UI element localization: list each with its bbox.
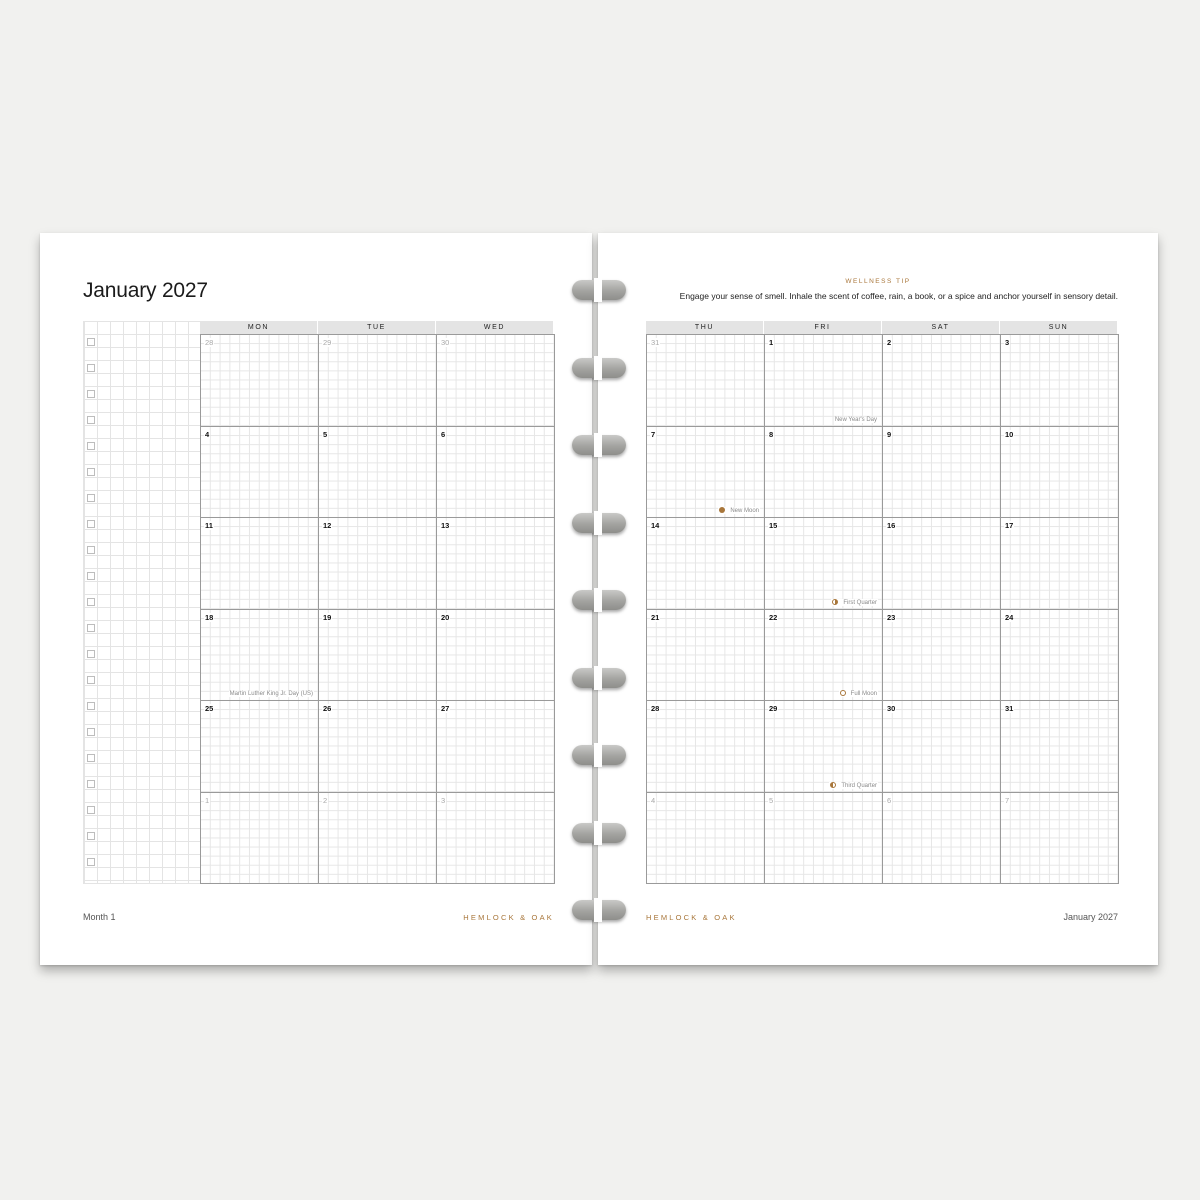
task-checkbox[interactable]	[87, 364, 95, 372]
task-checkbox[interactable]	[87, 468, 95, 476]
day-number: 25	[205, 704, 214, 713]
day-cell[interactable]	[319, 701, 437, 793]
task-checkbox[interactable]	[87, 338, 95, 346]
day-cell[interactable]	[319, 335, 437, 427]
day-number: 26	[323, 704, 332, 713]
calendar-right	[646, 321, 1119, 884]
task-checkbox[interactable]	[87, 624, 95, 632]
task-checkbox[interactable]	[87, 390, 95, 398]
day-cell[interactable]	[883, 335, 1001, 427]
binder-ring	[572, 668, 626, 688]
day-cell[interactable]	[201, 701, 319, 793]
day-cell[interactable]	[437, 610, 555, 702]
day-number: 20	[441, 612, 450, 622]
moon-new-icon	[719, 507, 725, 513]
task-checkbox[interactable]	[87, 546, 95, 554]
day-cell[interactable]	[765, 610, 883, 702]
day-number: 6	[441, 429, 446, 439]
day-cell[interactable]	[647, 701, 765, 793]
wellness-tip-label: WELLNESS TIP	[845, 278, 911, 285]
binder-ring	[572, 435, 626, 455]
binder-ring	[572, 590, 626, 610]
binder-ring	[572, 745, 626, 765]
day-number: 30	[887, 704, 896, 713]
footer-month-label: January 2027	[1063, 912, 1118, 922]
day-cell[interactable]	[1001, 518, 1119, 610]
brand-logo: HEMLOCK & OAK	[463, 913, 554, 922]
holiday-note	[229, 691, 314, 697]
notes-grid	[83, 321, 200, 884]
day-cell[interactable]	[883, 518, 1001, 610]
day-number: 27	[441, 704, 450, 713]
binder-ring	[572, 513, 626, 533]
moon-half-third-icon	[830, 782, 836, 788]
task-checkbox[interactable]	[87, 598, 95, 606]
note-text: New Year's Day	[834, 416, 877, 423]
day-cell[interactable]	[319, 793, 437, 885]
day-number: 7	[651, 429, 656, 439]
day-number: 9	[887, 429, 892, 439]
day-cell[interactable]	[201, 518, 319, 610]
wellness-tip-text: Engage your sense of smell. Inhale the scent of coffee, rain, a book, or a spice and anchor yourself in sensory detail.	[679, 291, 1118, 301]
day-number: 16	[887, 521, 896, 530]
footer-month-label: Month 1	[83, 912, 116, 922]
day-number: 5	[323, 429, 328, 439]
day-number: 22	[769, 612, 778, 622]
task-checkbox[interactable]	[87, 494, 95, 502]
day-cell[interactable]	[647, 335, 765, 427]
moon-half-first-icon	[832, 599, 838, 605]
day-cell[interactable]	[437, 427, 555, 519]
day-number: 21	[651, 612, 660, 622]
task-checkbox[interactable]	[87, 676, 95, 684]
day-cell[interactable]	[883, 793, 1001, 885]
day-cell[interactable]	[201, 610, 319, 702]
day-cell[interactable]	[765, 427, 883, 519]
day-number: 19	[323, 612, 332, 622]
day-cell[interactable]	[647, 427, 765, 519]
day-number: 4	[205, 429, 210, 439]
day-number: 24	[1005, 612, 1014, 622]
day-cell[interactable]	[319, 610, 437, 702]
note-text: Full Moon	[850, 691, 877, 697]
day-cell[interactable]	[647, 610, 765, 702]
note-text: First Quarter	[843, 599, 877, 606]
calendar-left	[200, 321, 555, 884]
day-header-wed: WED	[436, 321, 553, 334]
day-cell[interactable]	[765, 793, 883, 885]
binder-ring	[572, 358, 626, 378]
day-cell[interactable]	[201, 335, 319, 427]
day-number: 3	[441, 795, 446, 805]
day-number: 12	[323, 521, 332, 530]
moon-phase-note	[718, 507, 760, 514]
day-cell[interactable]	[883, 701, 1001, 793]
day-number: 14	[651, 521, 660, 530]
day-number: 17	[1005, 521, 1014, 530]
day-number: 15	[769, 521, 778, 530]
day-cell[interactable]	[1001, 610, 1119, 702]
day-cell[interactable]	[201, 427, 319, 519]
task-checkbox[interactable]	[87, 442, 95, 450]
task-checkbox[interactable]	[87, 416, 95, 424]
holiday-note	[834, 417, 878, 423]
day-header-mon: MON	[200, 321, 317, 334]
day-header-sat: SAT	[882, 321, 999, 334]
day-number: 5	[769, 795, 774, 805]
right-page	[598, 233, 1158, 965]
day-number: 31	[651, 338, 660, 347]
day-number: 18	[205, 612, 214, 622]
day-number: 28	[205, 338, 214, 347]
day-cell[interactable]	[765, 701, 883, 793]
day-cell[interactable]	[1001, 427, 1119, 519]
task-checkbox[interactable]	[87, 806, 95, 814]
day-number: 2	[323, 795, 328, 805]
day-cell[interactable]	[647, 518, 765, 610]
left-page	[40, 233, 592, 965]
day-cell[interactable]	[765, 335, 883, 427]
brand-logo: HEMLOCK & OAK	[646, 913, 737, 922]
task-checkbox[interactable]	[87, 858, 95, 866]
day-cell[interactable]	[201, 793, 319, 885]
day-header-tue: TUE	[318, 321, 435, 334]
day-cell[interactable]	[437, 518, 555, 610]
day-cell[interactable]	[647, 793, 765, 885]
day-number: 30	[441, 338, 450, 347]
note-text: Martin Luther King Jr. Day (US)	[229, 691, 313, 697]
day-cell[interactable]	[319, 427, 437, 519]
day-cell[interactable]	[437, 793, 555, 885]
day-number: 2	[887, 338, 892, 347]
moon-phase-note	[839, 690, 878, 697]
task-checkbox[interactable]	[87, 780, 95, 788]
day-number: 8	[769, 429, 774, 439]
day-header-sun: SUN	[1000, 321, 1117, 334]
day-header-thu: THU	[646, 321, 763, 334]
day-number: 31	[1005, 704, 1014, 713]
binder-ring	[572, 900, 626, 920]
day-number: 11	[205, 521, 213, 530]
note-text: Third Quarter	[841, 782, 877, 789]
day-number: 28	[651, 704, 660, 713]
day-number: 1	[205, 795, 210, 805]
task-checkbox[interactable]	[87, 520, 95, 528]
day-number: 3	[1005, 338, 1010, 347]
day-number: 1	[769, 338, 774, 347]
day-number: 7	[1005, 795, 1010, 805]
task-checkbox[interactable]	[87, 832, 95, 840]
day-number: 4	[651, 795, 656, 805]
moon-full-icon	[840, 690, 846, 696]
binder-ring	[572, 823, 626, 843]
day-cell[interactable]	[1001, 701, 1119, 793]
task-checkbox[interactable]	[87, 754, 95, 762]
day-cell[interactable]	[765, 518, 883, 610]
month-title: January 2027	[83, 279, 208, 302]
day-number: 29	[323, 338, 332, 347]
note-text: New Moon	[730, 508, 759, 514]
binder-ring	[572, 280, 626, 300]
day-header-fri: FRI	[764, 321, 881, 334]
task-checkbox[interactable]	[87, 572, 95, 580]
day-number: 6	[887, 795, 892, 805]
day-cell[interactable]	[883, 610, 1001, 702]
day-number: 29	[769, 704, 778, 713]
day-number: 10	[1005, 429, 1014, 439]
day-cell[interactable]	[437, 335, 555, 427]
day-number: 13	[441, 521, 450, 530]
moon-phase-note	[829, 782, 878, 789]
task-checkbox[interactable]	[87, 702, 95, 710]
task-checkbox[interactable]	[87, 728, 95, 736]
day-cell[interactable]	[437, 701, 555, 793]
day-cell[interactable]	[1001, 335, 1119, 427]
day-cell[interactable]	[883, 427, 1001, 519]
day-number: 23	[887, 612, 896, 622]
day-cell[interactable]	[319, 518, 437, 610]
moon-phase-note	[831, 599, 878, 606]
task-checkbox[interactable]	[87, 650, 95, 658]
day-cell[interactable]	[1001, 793, 1119, 885]
